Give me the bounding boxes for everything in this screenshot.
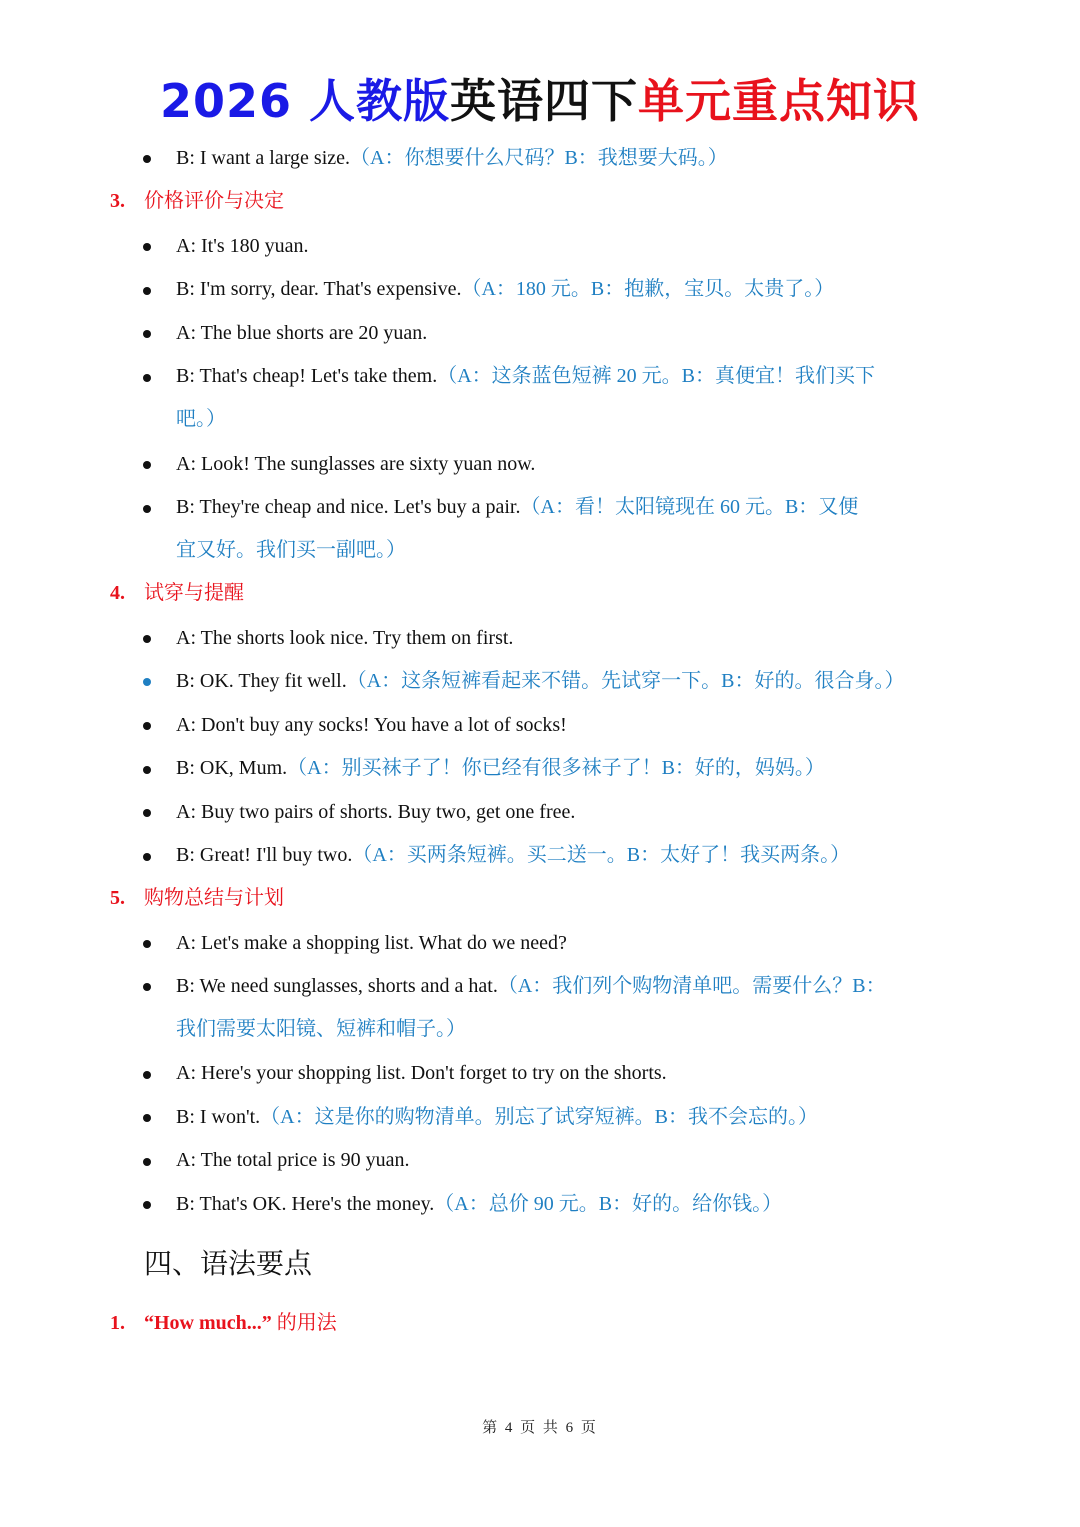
title-part-subject: 英语四下 [450, 74, 639, 128]
dialogue-line: A: Don't buy any socks! You have a lot of socks! [176, 714, 567, 736]
bullet-dot [143, 1201, 151, 1209]
dialogue-line: A: Here's your shopping list. Don't forget to try on the shorts. [176, 1062, 667, 1084]
title-part-topic: 单元重点知识 [638, 74, 921, 128]
dialogue-line: B: I'm sorry, dear. That's expensive.（A：180 元。B：抱歉，宝贝。太贵了。） [176, 278, 835, 300]
dialogue-line: B: That's OK. Here's the money.（A：总价 90 元。B：好的。给你钱。） [176, 1193, 783, 1215]
bullet-dot [143, 374, 151, 382]
bullet-dot [143, 983, 151, 991]
bullet-dot [143, 809, 151, 817]
dialogue-line-continuation: 宜又好。我们买一副吧。） [176, 539, 406, 561]
title-part-year-edition: 2026 人教版 [159, 74, 451, 128]
grammar-heading-how-much: 1. “How much...” 的用法 [110, 1312, 337, 1334]
dialogue-line: B: I want a large size.（A：你想要什么尺码？B：我想要大码。） [176, 147, 728, 169]
bullet-dot [143, 766, 151, 774]
bullet-dot [143, 635, 151, 643]
bullet-dot [143, 287, 151, 295]
subsection-heading-price: 3. 价格评价与决定 [110, 190, 284, 212]
dialogue-line: A: It's 180 yuan. [176, 235, 309, 257]
bullet-dot [143, 853, 151, 861]
dialogue-line: B: OK, Mum.（A：别买袜子了！你已经有很多袜子了！B：好的，妈妈。） [176, 757, 825, 779]
dialogue-line: A: The shorts look nice. Try them on first. [176, 627, 514, 649]
section-title-grammar: 四、语法要点 [144, 1249, 313, 1280]
dialogue-line: B: We need sunglasses, shorts and a hat.（A：我们列个购物清单吧。需要什么？B： [176, 975, 886, 997]
bullet-dot [143, 722, 151, 730]
dialogue-line: A: Look! The sunglasses are sixty yuan now. [176, 453, 536, 475]
dialogue-line-continuation: 我们需要太阳镜、短裤和帽子。） [176, 1018, 466, 1040]
dialogue-line: A: Let's make a shopping list. What do we need? [176, 932, 567, 954]
bullet-dot [143, 330, 151, 338]
bullet-dot [143, 505, 151, 513]
subsection-heading-summary: 5. 购物总结与计划 [110, 887, 284, 909]
dialogue-line: B: I won't.（A：这是你的购物清单。别忘了试穿短裤。B：我不会忘的。） [176, 1106, 818, 1128]
dialogue-line: A: The total price is 90 yuan. [176, 1149, 410, 1171]
dialogue-line: A: The blue shorts are 20 yuan. [176, 322, 428, 344]
dialogue-line: B: Great! I'll buy two.（A：买两条短裤。买二送一。B：太好了！我买两条。） [176, 844, 851, 866]
subsection-heading-try-on: 4. 试穿与提醒 [110, 582, 244, 604]
bullet-dot [143, 1114, 151, 1122]
page-number-footer: 第 4 页 共 6 页 [482, 1420, 598, 1436]
bullet-dot [143, 1071, 151, 1079]
bullet-dot [143, 1158, 151, 1166]
bullet-dot [143, 678, 151, 686]
dialogue-line: B: They're cheap and nice. Let's buy a pair.（A：看！太阳镜现在 60 元。B：又便 [176, 496, 859, 518]
bullet-dot [143, 155, 151, 163]
dialogue-line-continuation: 吧。） [176, 408, 226, 430]
dialogue-line: B: OK. They fit well.（A：这条短裤看起来不错。先试穿一下。B：好的。很合身。） [176, 670, 905, 692]
bullet-dot [143, 243, 151, 251]
dialogue-line: A: Buy two pairs of shorts. Buy two, get one free. [176, 801, 576, 823]
bullet-dot [143, 940, 151, 948]
dialogue-line: B: That's cheap! Let's take them.（A：这条蓝色短裤 20 元。B：真便宜！我们买下 [176, 365, 875, 387]
bullet-dot [143, 461, 151, 469]
